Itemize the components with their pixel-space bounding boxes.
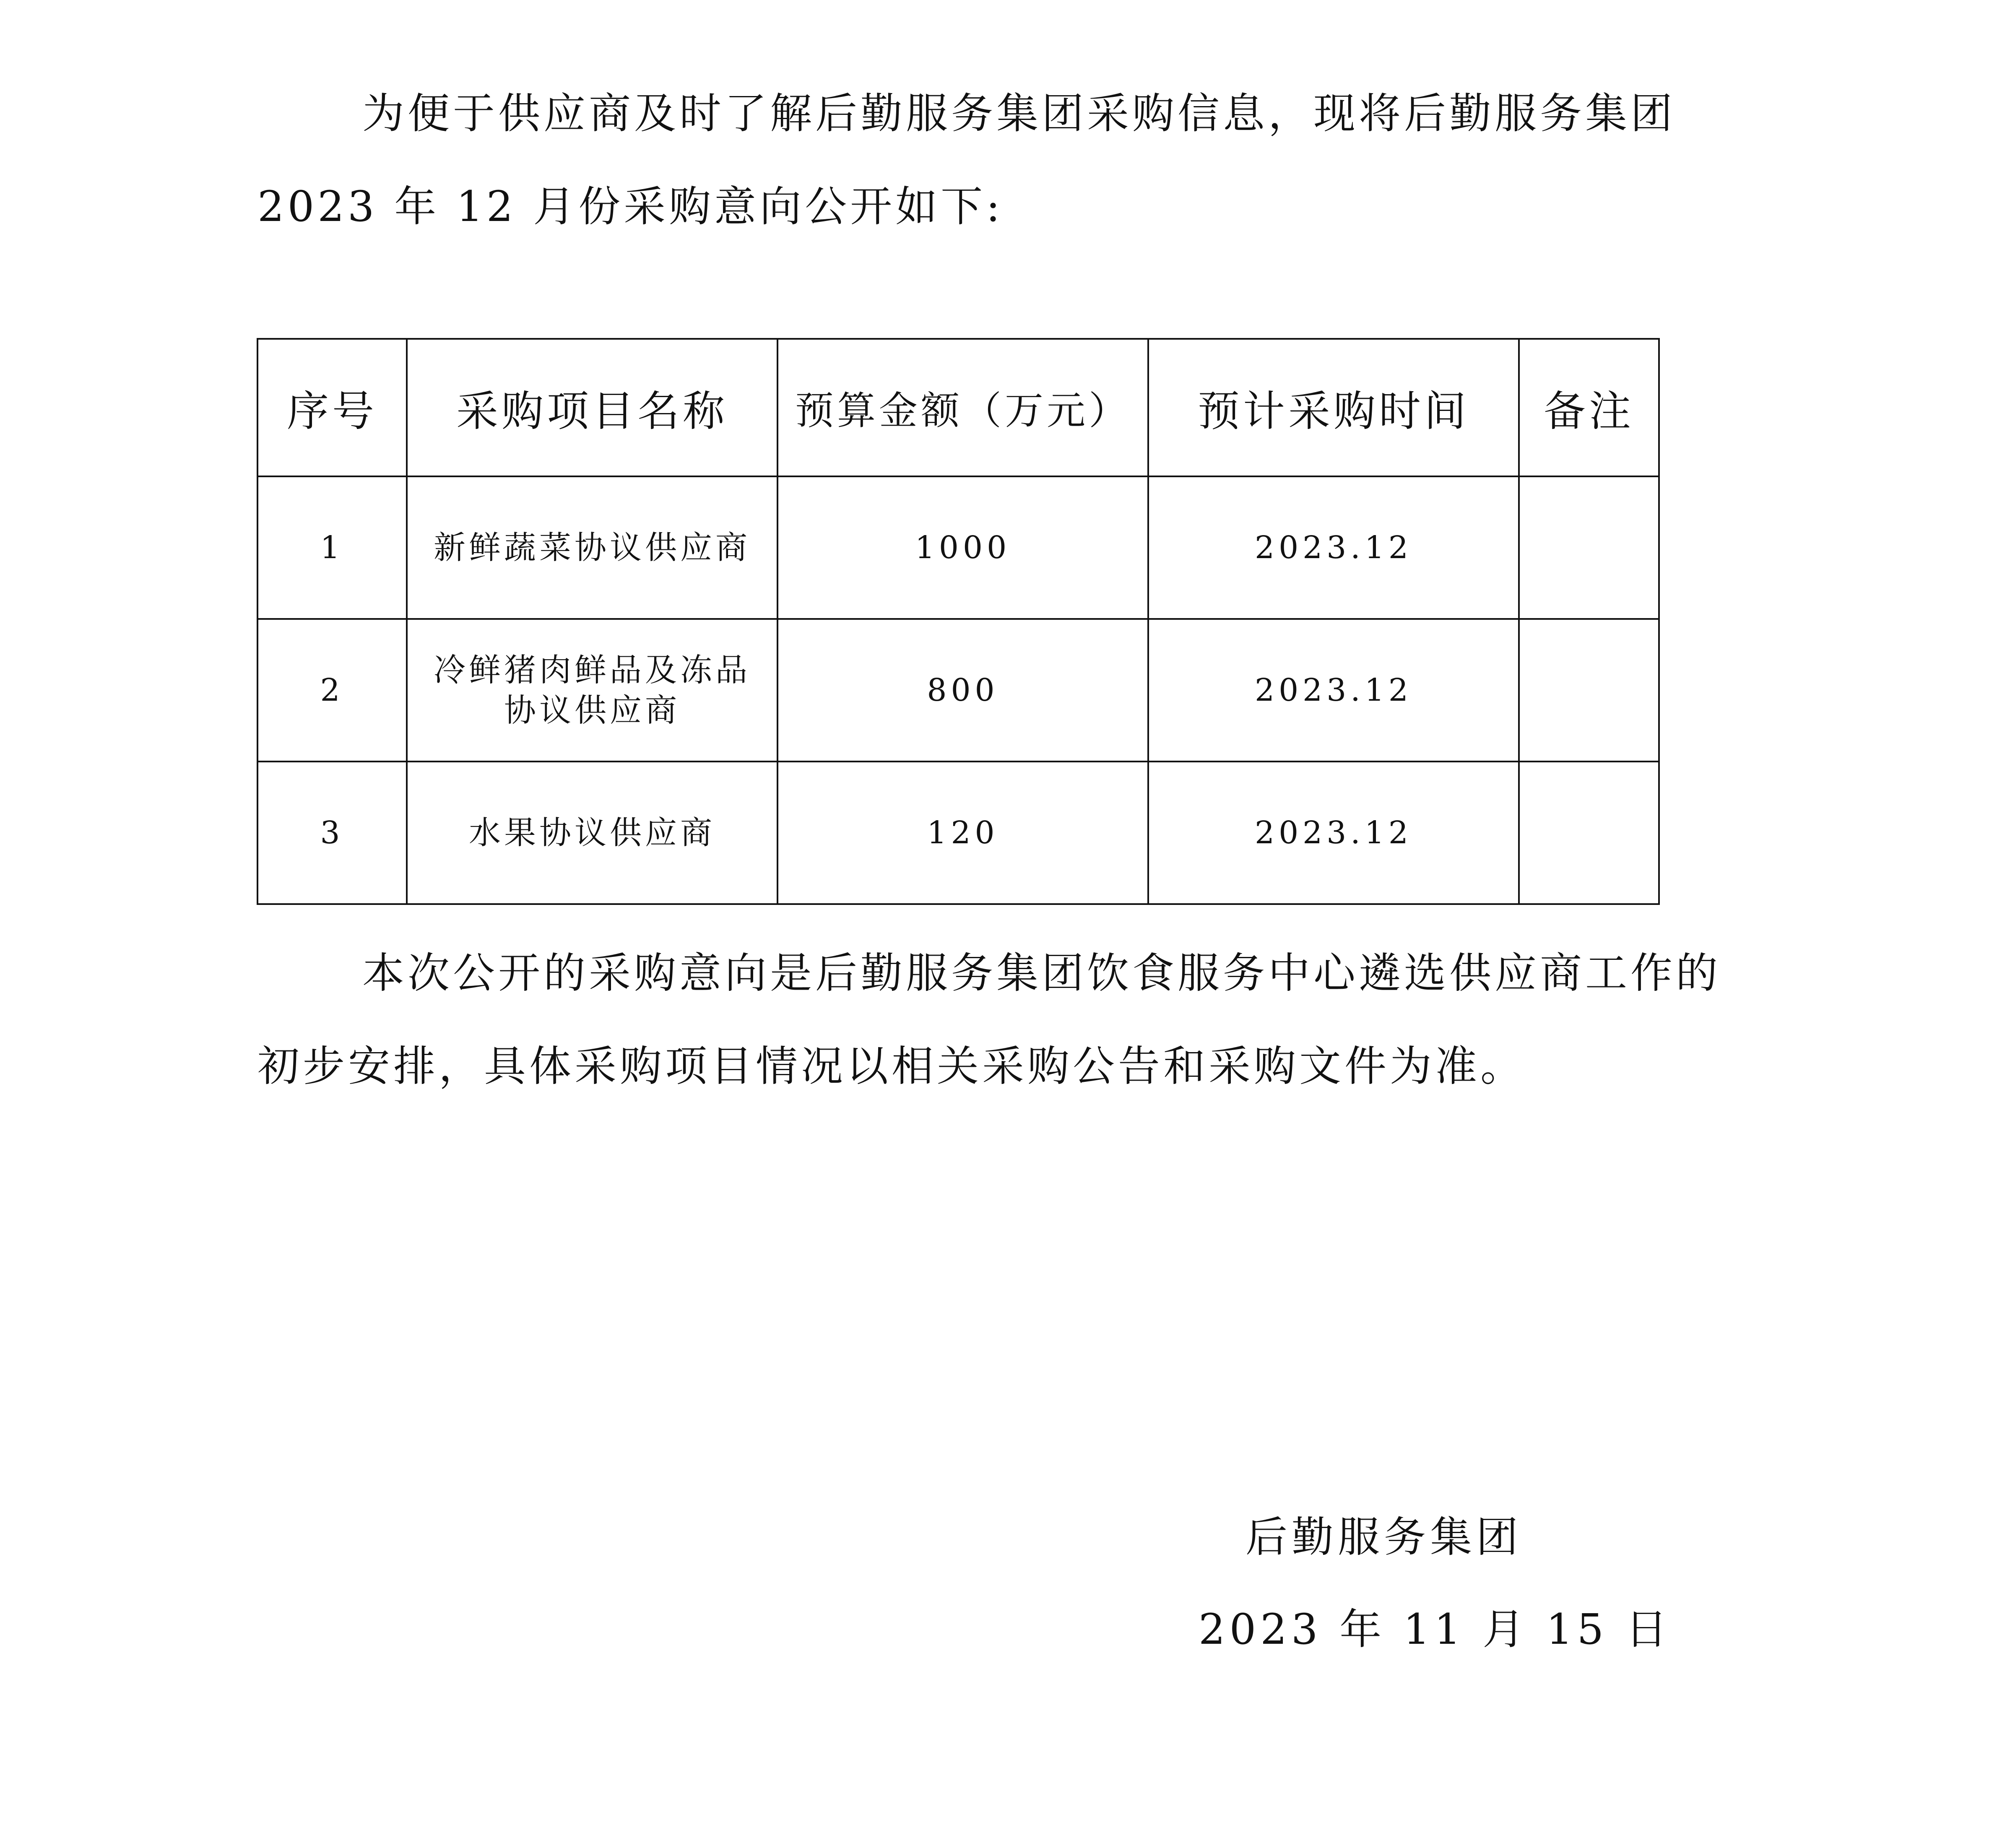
- header-project-name: 采购项目名称: [407, 339, 777, 476]
- project-name-line: 冷鲜猪肉鲜品及冻品: [434, 651, 751, 689]
- cell-remarks: [1519, 762, 1659, 904]
- cell-project-name: [407, 619, 777, 762]
- cell-project-name: 水果协议供应商: [407, 762, 777, 904]
- intro-paragraph: 为便于供应商及时了解后勤服务集团采购信息，现将后勤服务集团 2023 年 12 月份采购意向公开如下:: [257, 89, 1676, 231]
- cell-remarks: [1519, 619, 1659, 762]
- table-header-row: [257, 339, 1659, 476]
- cell-budget: 800: [777, 619, 1148, 762]
- procurement-table: [257, 338, 1660, 905]
- cell-budget: 120: [777, 762, 1148, 904]
- cell-serial-number: 1: [257, 476, 407, 619]
- cell-budget: 1000: [777, 476, 1148, 619]
- table-row: [257, 619, 1659, 762]
- project-name-line: 协议供应商: [504, 691, 680, 729]
- header-serial-number: 序号: [257, 339, 407, 476]
- header-budget: 预算金额（万元）: [777, 339, 1148, 476]
- cell-planned-time: 2023.12: [1148, 476, 1519, 619]
- table-row: [257, 762, 1659, 904]
- signature-date: 2023 年 11 月 15 日: [1199, 1605, 1672, 1654]
- cell-planned-time: 2023.12: [1148, 619, 1519, 762]
- closing-paragraph: 本次公开的采购意向是后勤服务集团饮食服务中心遴选供应商工作的初步安排，具体采购项目情况以相关采购公告和采购文件为准。: [257, 949, 1721, 1091]
- cell-serial-number: 2: [257, 619, 407, 762]
- cell-serial-number: 3: [257, 762, 407, 904]
- header-planned-time: 预计采购时间: [1148, 339, 1519, 476]
- cell-remarks: [1519, 476, 1659, 619]
- header-remarks: 备注: [1519, 339, 1659, 476]
- signature-organization: 后勤服务集团: [1246, 1513, 1522, 1562]
- table-row: [257, 476, 1659, 619]
- cell-planned-time: 2023.12: [1148, 762, 1519, 904]
- cell-project-name: 新鲜蔬菜协议供应商: [407, 476, 777, 619]
